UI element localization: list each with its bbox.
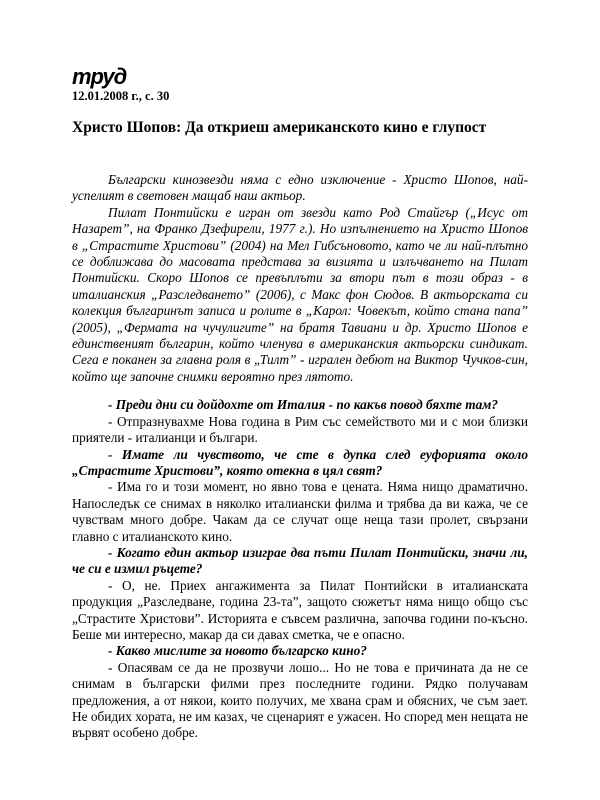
interview-answer: - О, не. Приех ангажимента за Пилат Понтийски в италианската продукция „Разследване, година 23-та”, защото сюжетът няма нищо общо със „Страстите Христови”. Историята е съвсем различна, започва години по-късно. Беше ми интересно, макар да си давах сметка, че е опасно.: [72, 577, 528, 642]
article-title: Христо Шопов: Да откриеш американското кино е глупост: [72, 119, 487, 136]
interview-question: - Какво мислите за новото българско кино?: [108, 643, 367, 659]
newspaper-logo: труд: [72, 64, 127, 89]
interview-question: - Когато един актьор изиграе два пъти Пилат Понтийски, значи ли, че си е измил ръцете?: [72, 544, 528, 577]
interview-answer: - Има го и този момент, но явно това е цената. Няма нищо драматично. Напоследък се снимах в няколко италиански филма и трябва да ви кажа, че се чувствам много добре. Чакам да се случат още неща тази пролет, свързани главно с италианското кино.: [72, 479, 528, 544]
interview-answer: - Отпразнувахме Нова година в Рим със семейството ми и с мои близки приятели - италианци и българи.: [72, 413, 528, 446]
article-body: [72, 172, 528, 742]
interview-question: - Имате ли чувството, че сте в дупка след еуфорията около „Страстите Христови”, която отекна в цял свят?: [72, 446, 528, 478]
interview-answer: - Опасявам се да не прозвучи лошо... Но не това е причината да не се снимам в български филми през последните години. Рядко получавам предложения, а от някои, които получих, ме хвана срам и обясних, че съм зает. Не обидих хората, не им казах, че сценарият е ужасен. Но според мен нещата не вървят особено добре.: [72, 659, 528, 741]
article-intro: [72, 172, 528, 385]
intro-paragraph: Български кинозвезди няма с едно изключение - Христо Шопов, най-успелият в световен мащаб наш актьор.: [72, 172, 528, 204]
interview-question: - Преди дни си дойдохте от Италия - по какъв повод бяхте там?: [108, 397, 498, 413]
newspaper-page: [72, 66, 528, 742]
intro-paragraph: Пилат Понтийски е игран от звезди като Род Стайгър („Исус от Назарет”, на Франко Дзефирели, 1977 г.). Но изпълнението на Христо Шопов в „Страстите Христови” (2004) на Мел Гибсъновото, като че ли най-плътно се доближава до масовата представа за визията и излъчването на Пилат Понтийски. Скоро Шопов се превъплъти за втори път в този образ - в италианския „Разследването” (2006), с Макс фон Сюдов. В актьорската си колекция българинът записа и ролите в „Карол: Човекът, който стана папа” (2005), „Фермата на чучулигите” на братя Тавиани и др. Христо Шопов е единственият българин, който членува в американския актьорски синдикат. Сега е поканен за главна роля в „Тилт” - игрален дебют на Виктор Чучков-син, който ще започне снимки вероятно през лятото.: [72, 204, 528, 384]
publication-date: 12.01.2008 г., с. 30: [72, 89, 170, 103]
